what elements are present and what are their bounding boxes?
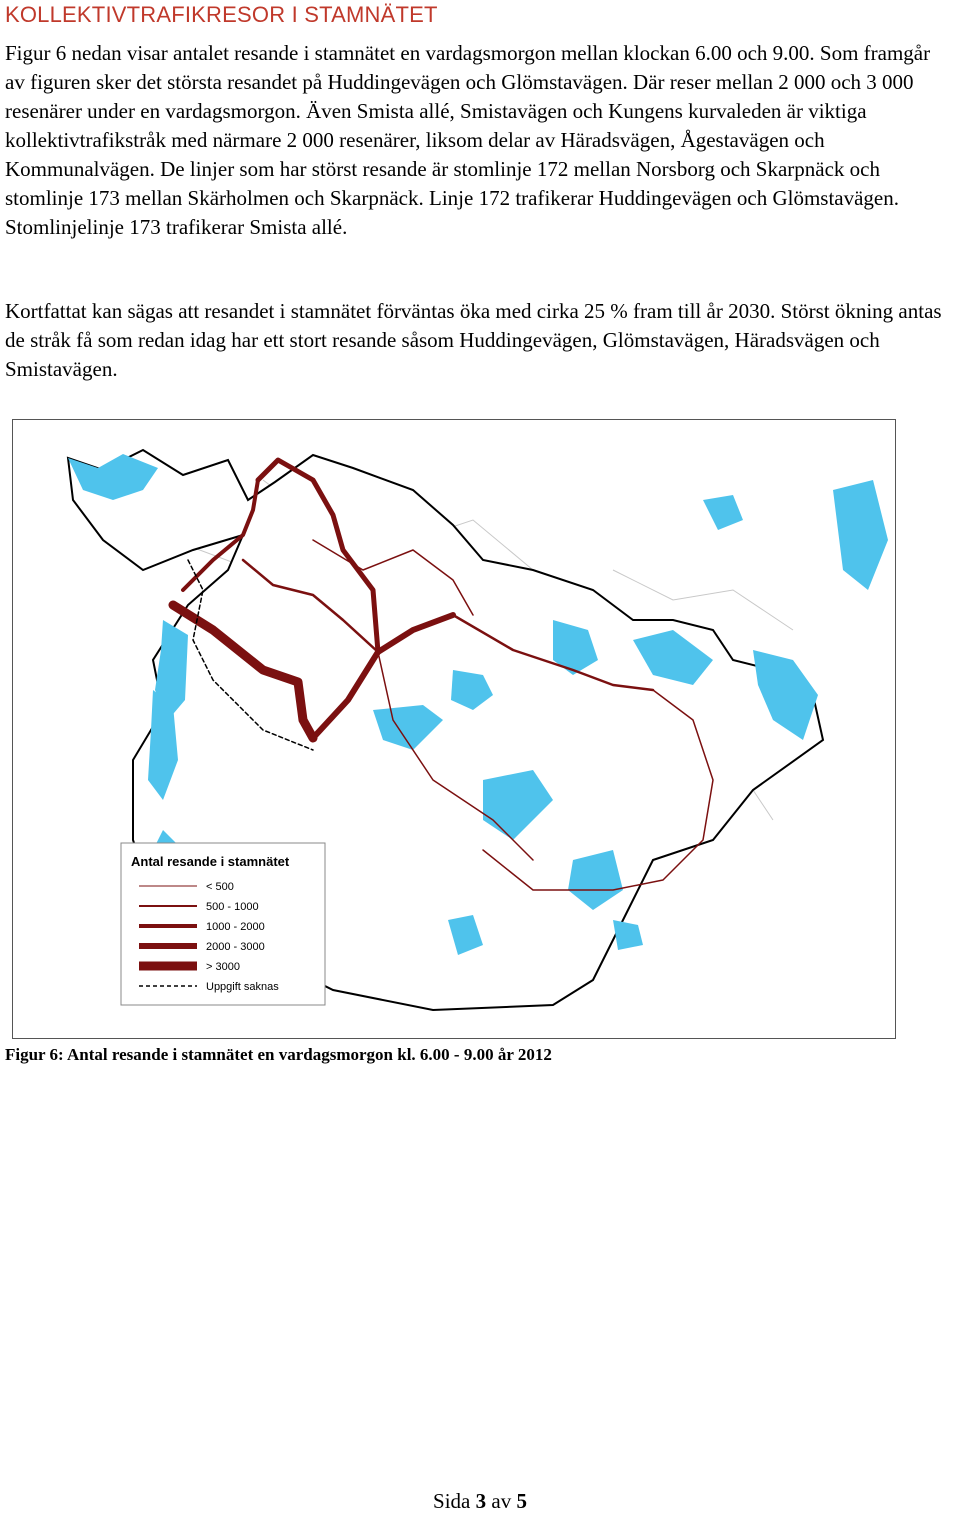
footer-current-page: 3 [475, 1489, 487, 1513]
figure-caption: Figur 6: Antal resande i stamnätet en vardagsmorgon kl. 6.00 - 9.00 år 2012 [5, 1045, 552, 1064]
legend-label-6: Uppgift saknas [206, 981, 279, 993]
footer-middle: av [491, 1489, 512, 1513]
legend-label-2: 500 - 1000 [206, 901, 259, 913]
legend-label-4: 2000 - 3000 [206, 941, 265, 953]
map-legend [121, 843, 325, 1005]
ridership-map [12, 419, 896, 1039]
footer-total-pages: 5 [516, 1489, 527, 1513]
legend-label-5: > 3000 [206, 961, 240, 973]
page-footer [0, 1489, 960, 1514]
section-heading: KOLLEKTIVTRAFIKRESOR I STAMNÄTET [5, 2, 438, 27]
body-paragraph-2: Kortfattat kan sägas att resandet i stamnätet förväntas öka med cirka 25 % fram till år 2030. Störst ökning antas de stråk få som redan idag har ett stort resande såsom Huddingevägen, Glömstavägen, Häradsvägen och Smistavägen. [5, 299, 942, 381]
body-paragraph-1: Figur 6 nedan visar antalet resande i stamnätet en vardagsmorgon mellan klockan 6.00 och 9.00. Som framgår av figuren sker det största resandet på Huddingevägen och Glömstavägen. Där reser mellan 2 000 och 3 000 resenärer under en vardagsmorgon. Även Smista allé, Smistavägen och Kungens kurvaleden är viktiga kollektivtrafikstråk med närmare 2 000 resenärer, liksom delar av Häradsvägen, Ågestavägen och Kommunalvägen. De linjer som har störst resande är stomlinje 172 mellan Norsborg och Skarpnäck och stomlinje 173 mellan Skärholmen och Skarpnäck. Linje 172 trafikerar Huddingevägen och Glömstavägen. Stomlinjelinje 173 trafikerar Smista allé. [5, 41, 931, 239]
legend-label-1: < 500 [206, 881, 234, 893]
legend-label-3: 1000 - 2000 [206, 921, 265, 933]
map-canvas [13, 420, 895, 1038]
legend-title: Antal resande i stamnätet [131, 854, 290, 869]
footer-prefix: Sida [433, 1489, 471, 1513]
